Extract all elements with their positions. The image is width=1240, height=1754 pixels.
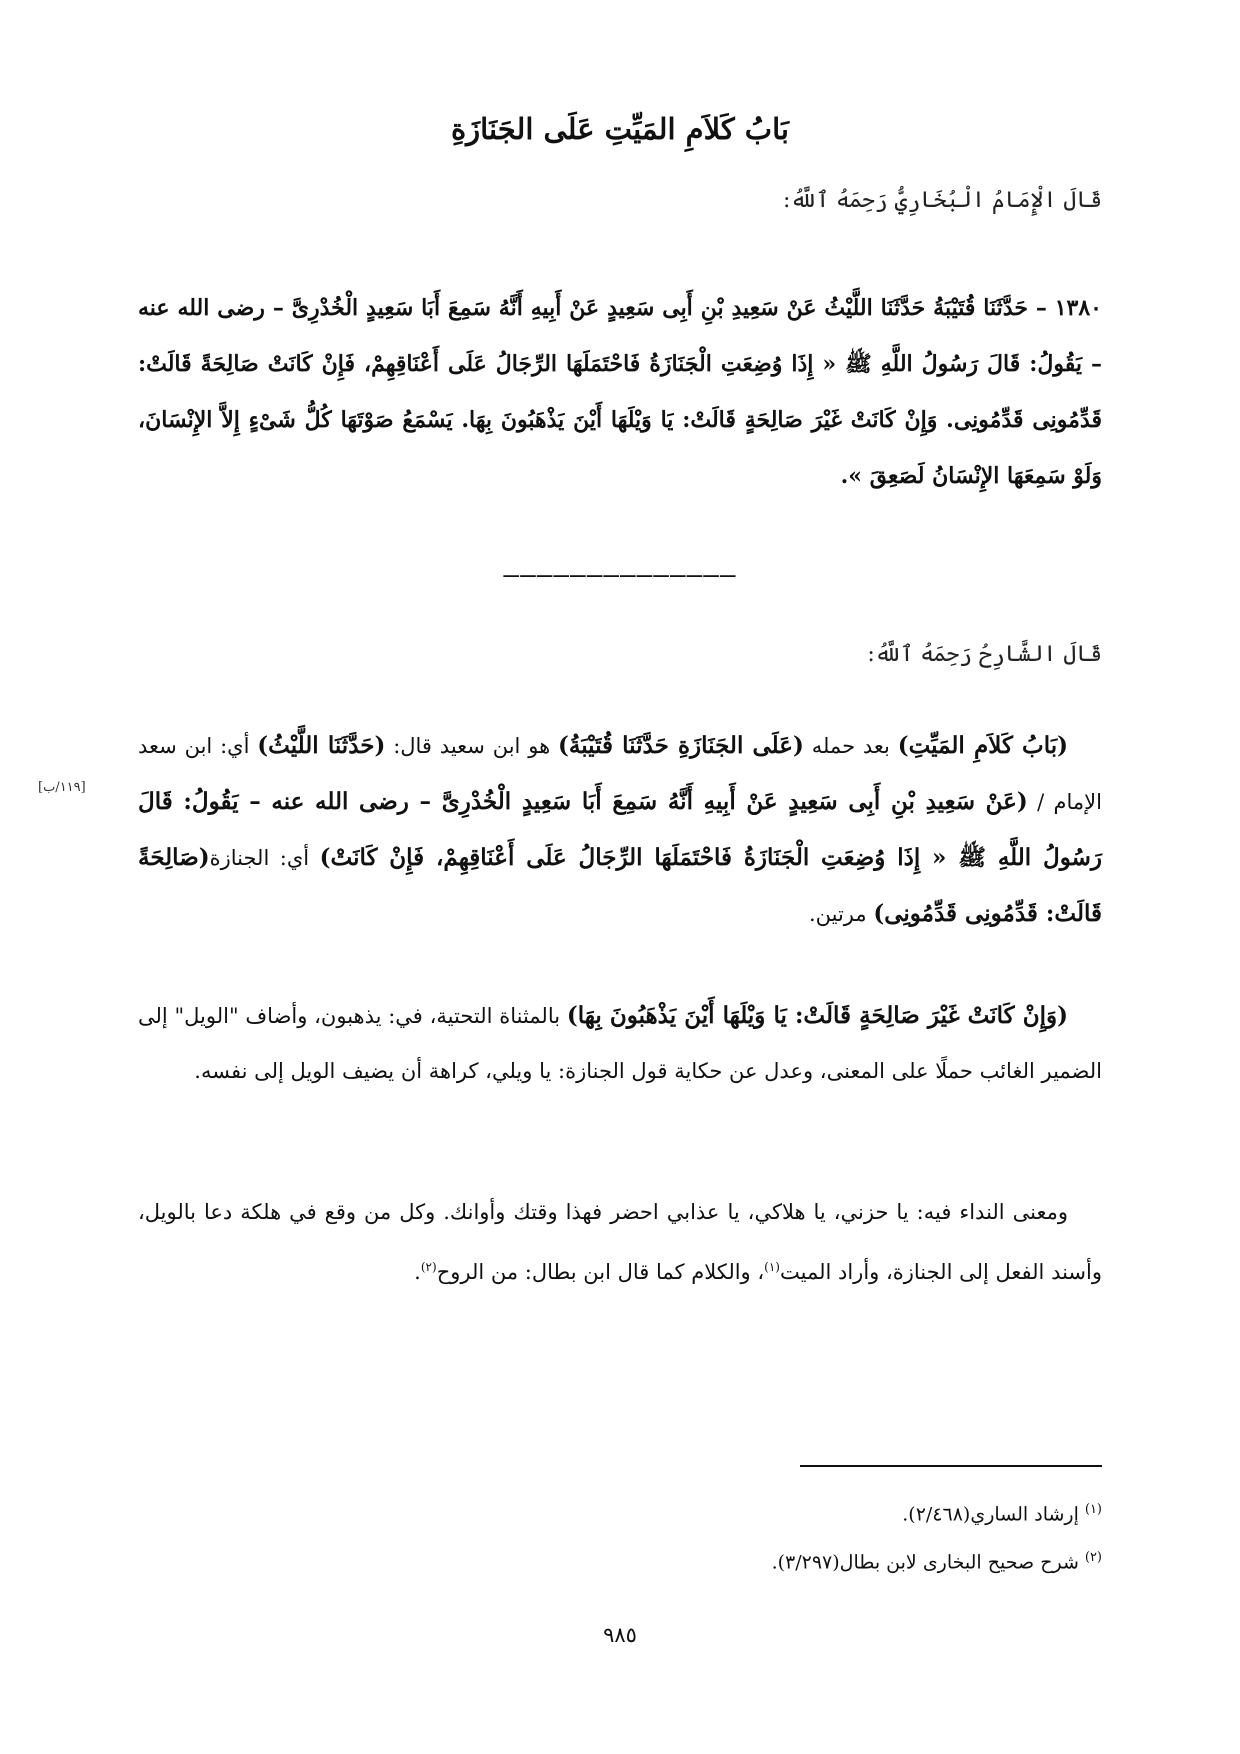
footnote-number: (١) (1084, 1502, 1102, 1517)
hadith-text: ١٣٨٠ – حَدَّثَنَا قُتَيْبَةُ حَدَّثَنَا اللَّيْثُ عَنْ سَعِيدِ بْنِ أَبِى سَعِيدٍ عَنْ أَبِيهِ أَنَّهُ سَمِعَ أَبَا سَعِيدٍ الْخُدْرِىَّ – رضى الله عنه – يَقُولُ: قَالَ رَسُولُ اللَّهِ ﷺ « إِذَا وُضِعَتِ الْجَنَازَةُ فَاحْتَمَلَهَا الرِّجَالُ عَلَى أَعْنَاقِهِمْ، فَإِنْ كَانَتْ صَالِحَةً قَالَتْ: قَدِّمُونِى قَدِّمُونِى. وَإِنْ كَانَتْ غَيْرَ صَالِحَةٍ قَالَتْ: يَا وَيْلَهَا أَيْنَ يَذْهَبُونَ بِهَا. يَسْمَعُ صَوْتَهَا كُلُّ شَىْءٍ إِلاَّ الإِنْسَانَ، وَلَوْ سَمِعَهَا الإِنْسَانُ لَصَعِقَ ». (138, 295, 1102, 489)
commentary-paragraph-1 (138, 718, 1102, 942)
chapter-title: بَابُ كَلاَمِ المَيِّتِ عَلَى الجَنَازَةِ (450, 112, 790, 146)
footnote-text: إرشاد الساري(٢/٤٦٨). (902, 1503, 1079, 1526)
quoted-text: (عَنْ سَعِيدِ بْنِ أَبِى سَعِيدٍ عَنْ أَبِيهِ أَنَّهُ سَمِعَ أَبَا سَعِيدٍ الْخُدْرِىَّ – رضى الله عنه – يَقُولُ: قَالَ رَسُولُ اللَّهِ ﷺ « إِذَا وُضِعَتِ الْجَنَازَةُ فَاحْتَمَلَهَا الرِّجَالُ عَلَى أَعْنَاقِهِمْ، فَإِنْ كَانَتْ) (138, 788, 1102, 871)
page-number: ٩٨٥ (603, 1623, 637, 1647)
quoted-text: (بَابُ كَلاَمِ المَيِّتِ) (897, 732, 1069, 759)
commentary-text: بعد حمله (803, 734, 898, 758)
commentary-text: . (414, 1260, 421, 1284)
quoted-text: (وَإِنْ كَانَتْ غَيْرَ صَالِحَةٍ قَالَتْ: يَا وَيْلَهَا أَيْنَ يَذْهَبُونَ بِهَا) (566, 1002, 1068, 1029)
manuscript-folio-note: [١١٩/ب] (38, 780, 86, 795)
commentary-text: أي: الجنازة (209, 846, 320, 870)
sharih-intro: قَالَ الشَّارِحُ رَحِمَهُ ٱللَّهُ: (867, 642, 1102, 667)
quoted-text: (صَالِحَةً قَالَتْ: قَدِّمُونِى قَدِّمُونِى) (138, 844, 1102, 927)
quoted-text: (حَدَّثَنَا اللَّيْثُ) (257, 732, 386, 759)
footnotes (138, 1488, 1102, 1585)
footnote-text: شرح صحيح البخارى لابن بطال(٣/٢٩٧). (771, 1551, 1079, 1574)
commentary-paragraph-2 (138, 988, 1102, 1099)
footnote-item (138, 1488, 1102, 1536)
commentary-text: أي: ابن سعد الإمام / (138, 734, 1102, 814)
footnote-ref-2[interactable]: (٢) (420, 1260, 437, 1274)
commentary-text: بالمثناة التحتية، في: يذهبون، وأضاف "الويل" إلى الضمير الغائب حملًا على المعنى، وعدل عن حكاية قول الجنازة: يا ويلي، كراهة أن يضيف الويل إلى نفسه. (138, 1004, 1102, 1083)
footnote-number: (٢) (1084, 1550, 1102, 1566)
commentary-text: هو ابن سعيد قال: (385, 734, 558, 758)
commentary-paragraph-3 (138, 1185, 1102, 1300)
section-separator: —————————————— (503, 560, 737, 590)
bukhari-intro: قَالَ الْإِمَامُ الْبُخَارِيُّ رَحِمَهُ ٱللَّهُ: (783, 188, 1102, 213)
commentary-text: ، والكلام كما قال ابن بطال: من الروح (436, 1260, 765, 1284)
footnote-divider (800, 1465, 1102, 1467)
quoted-text: (عَلَى الجَنَازَةِ حَدَّثَنَا قُتَيْبَةُ) (557, 732, 804, 759)
footnote-ref-1[interactable]: (١) (764, 1260, 780, 1274)
footnote-item (138, 1536, 1102, 1584)
commentary-text: مرتين. (808, 902, 874, 926)
commentary-text: ومعنى النداء فيه: يا حزني، يا هلاكي، يا عذابي احضر فهذا وقتك وأوانك. وكل من وقع في هلكة دعا بالويل، وأسند الفعل إلى الجنازة، وأراد الميت (138, 1200, 1102, 1284)
